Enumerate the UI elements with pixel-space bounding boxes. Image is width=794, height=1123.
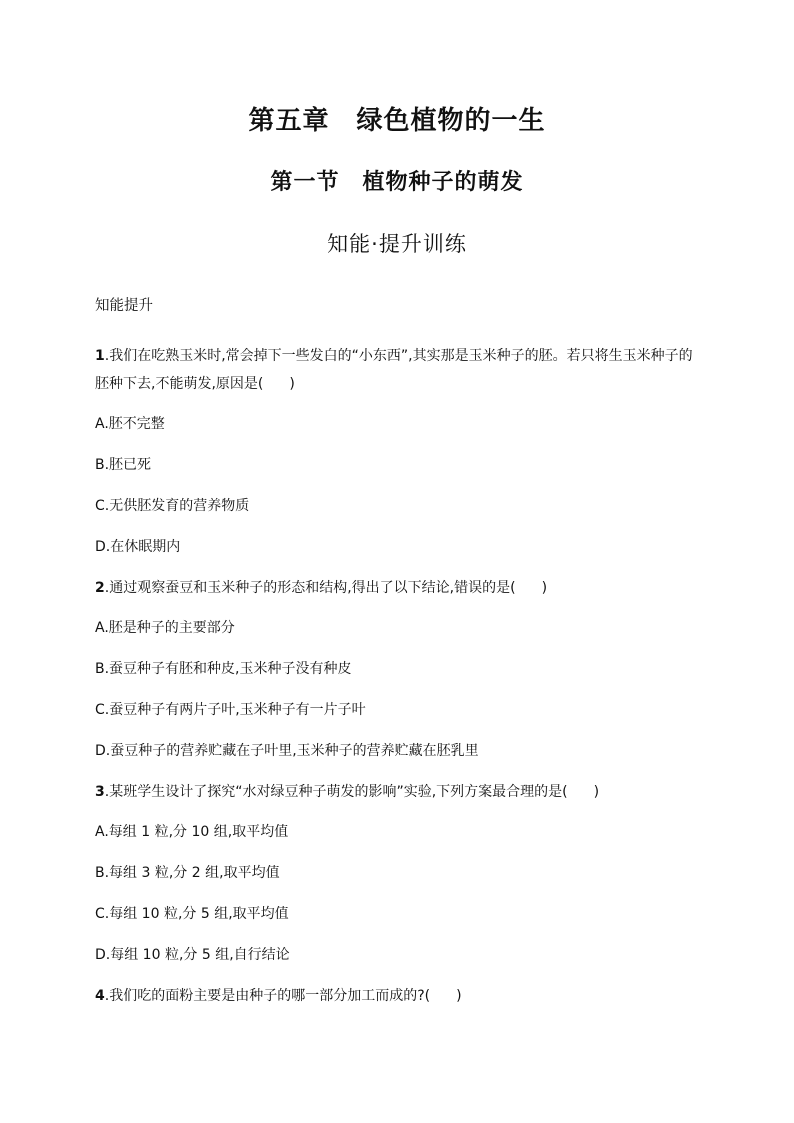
chapter-title: 第五章 绿色植物的一生 xyxy=(248,106,546,136)
option-d: D.在休眠期内 xyxy=(95,539,181,555)
question-2 xyxy=(95,574,705,602)
question-text: .通过观察蚕豆和玉米种子的形态和结构,得出了以下结论,错误的是( xyxy=(104,580,516,596)
option-c: C.无供胚发育的营养物质 xyxy=(95,498,250,514)
question-1 xyxy=(95,342,705,398)
question-text: .我们在吃熟玉米时,常会掉下一些发白的“小东西”,其实那是玉米种子的胚。若只将生玉米种子的 xyxy=(104,348,693,364)
option-a: A.胚是种子的主要部分 xyxy=(95,620,235,636)
question-text: .某班学生设计了探究“水对绿豆种子萌发的影响”实验,下列方案最合理的是( xyxy=(104,784,568,800)
question-3-line1 xyxy=(95,778,705,806)
option-b: B.每组 3 粒,分 2 组,取平均值 xyxy=(95,865,280,881)
question-text: .我们吃的面粉主要是由种子的哪一部分加工而成的?( xyxy=(104,988,431,1004)
question-close: ) xyxy=(289,376,295,392)
sub-title: 知能·提升训练 xyxy=(327,232,467,256)
question-2-line1 xyxy=(95,574,705,602)
question-close: ) xyxy=(541,580,548,596)
question-1-line1 xyxy=(95,342,705,370)
option-c: C.蚕豆种子有两片子叶,玉米种子有一片子叶 xyxy=(95,702,366,718)
question-3 xyxy=(95,778,705,806)
question-number: 4 xyxy=(95,988,105,1004)
option-d: D.蚕豆种子的营养贮藏在子叶里,玉米种子的营养贮藏在胚乳里 xyxy=(95,743,479,759)
option-b: B.蚕豆种子有胚和种皮,玉米种子没有种皮 xyxy=(95,661,352,677)
option-a: A.胚不完整 xyxy=(95,416,165,432)
section-title: 第一节 植物种子的萌发 xyxy=(270,170,524,195)
question-1-line2 xyxy=(95,370,705,398)
question-close: ) xyxy=(593,784,600,800)
question-number: 3 xyxy=(95,784,105,800)
section-label: 知能提升 xyxy=(95,298,153,314)
question-4 xyxy=(95,982,705,1010)
question-4-line1 xyxy=(95,982,705,1010)
question-close: ) xyxy=(456,988,462,1004)
question-number: 1 xyxy=(95,348,105,364)
option-d: D.每组 10 粒,分 5 组,自行结论 xyxy=(95,947,290,963)
option-b: B.胚已死 xyxy=(95,457,152,473)
option-a: A.每组 1 粒,分 10 组,取平均值 xyxy=(95,824,289,840)
question-number: 2 xyxy=(95,580,105,596)
option-c: C.每组 10 粒,分 5 组,取平均值 xyxy=(95,906,289,922)
question-text: 胚种下去,不能萌发,原因是( xyxy=(95,376,264,392)
